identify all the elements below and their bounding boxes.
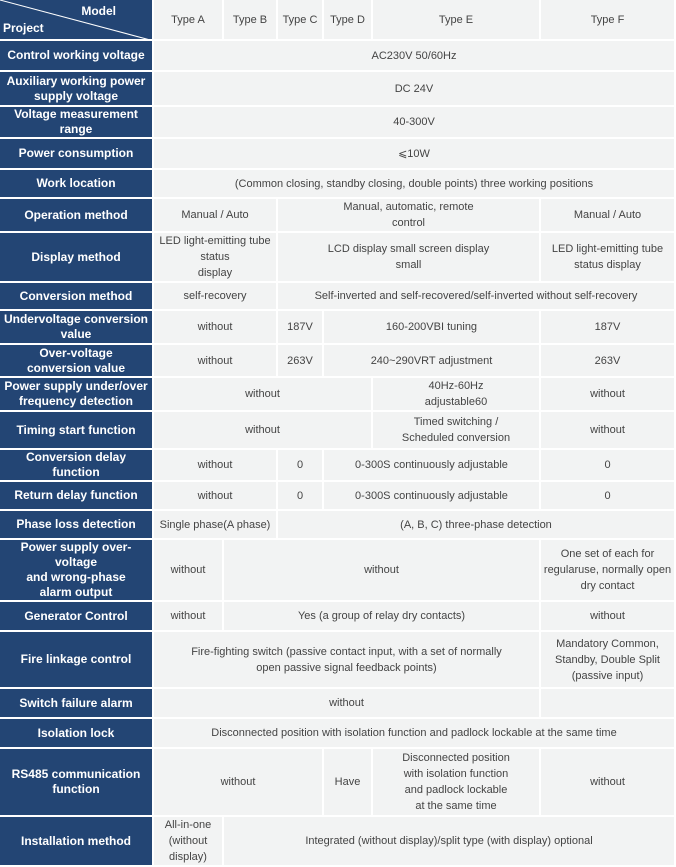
value-cell: without <box>154 412 373 450</box>
value-cell: 0 <box>541 450 676 482</box>
table-row <box>0 345 676 378</box>
type-e-header: Type E <box>373 0 541 41</box>
value-cell: without <box>154 378 373 412</box>
row-label: Control working voltage <box>0 41 154 72</box>
row-label: RS485 communication function <box>0 749 154 817</box>
row-label: Conversion delay function <box>0 450 154 482</box>
table-row <box>0 632 676 689</box>
row-label: Undervoltage conversion value <box>0 311 154 345</box>
value-cell: Disconnected position with isolation function and padlock lockable at the same time <box>373 749 541 817</box>
value-cell: LED light-emitting tube status display <box>154 233 278 283</box>
row-label: Over-voltage conversion value <box>0 345 154 378</box>
value-cell: Fire-fighting switch (passive contact input, with a set of normally open passive signal feedback points) <box>154 632 541 689</box>
row-label: Power consumption <box>0 139 154 170</box>
value-cell: Integrated (without display)/split type (with display) optional <box>224 817 676 867</box>
table-row <box>0 719 676 749</box>
table-row <box>0 749 676 817</box>
header-row <box>0 0 676 41</box>
value-cell: without <box>224 540 541 602</box>
value-cell: DC 24V <box>154 72 676 107</box>
value-cell: Manual / Auto <box>154 199 278 233</box>
value-cell: 263V <box>278 345 324 378</box>
value-cell: Disconnected position with isolation function and padlock lockable at the same time <box>154 719 676 749</box>
value-cell: 40-300V <box>154 107 676 139</box>
value-cell: without <box>154 749 324 817</box>
row-label: Power supply over-voltage and wrong-phase alarm output <box>0 540 154 602</box>
type-d-header: Type D <box>324 0 373 41</box>
value-cell: self-recovery <box>154 283 278 311</box>
corner-header-cell <box>0 0 154 41</box>
value-cell: ⩽10W <box>154 139 676 170</box>
model-header: Model <box>81 4 116 18</box>
table-row <box>0 602 676 632</box>
row-label: Power supply under/over frequency detection <box>0 378 154 412</box>
value-cell: without <box>154 450 278 482</box>
table-row <box>0 378 676 412</box>
value-cell: 0 <box>278 482 324 511</box>
value-cell: LED light-emitting tube status display <box>541 233 676 283</box>
row-label: Operation method <box>0 199 154 233</box>
table-row <box>0 107 676 139</box>
value-cell: 0 <box>541 482 676 511</box>
type-b-header: Type B <box>224 0 278 41</box>
value-cell: Manual, automatic, remote control <box>278 199 541 233</box>
table-row <box>0 540 676 602</box>
value-cell: without <box>154 602 224 632</box>
value-cell: 0-300S continuously adjustable <box>324 482 541 511</box>
table-row <box>0 311 676 345</box>
value-cell: without <box>541 378 676 412</box>
type-a-header: Type A <box>154 0 224 41</box>
row-label: Return delay function <box>0 482 154 511</box>
table-row <box>0 233 676 283</box>
value-cell: 0-300S continuously adjustable <box>324 450 541 482</box>
row-label: Work location <box>0 170 154 199</box>
value-cell: without <box>154 345 278 378</box>
value-cell: AC230V 50/60Hz <box>154 41 676 72</box>
value-cell: 160-200VBI tuning <box>324 311 541 345</box>
value-cell: All-in-one (without display) <box>154 817 224 867</box>
table-row <box>0 170 676 199</box>
value-cell: LCD display small screen display small <box>278 233 541 283</box>
table-row <box>0 511 676 540</box>
value-cell: 263V <box>541 345 676 378</box>
row-label: Installation method <box>0 817 154 867</box>
table-row <box>0 412 676 450</box>
value-cell: without <box>541 412 676 450</box>
table-row <box>0 689 676 719</box>
value-cell: 187V <box>278 311 324 345</box>
row-label: Voltage measurement range <box>0 107 154 139</box>
table-row <box>0 139 676 170</box>
table-row <box>0 283 676 311</box>
value-cell: Self-inverted and self-recovered/self-inverted without self-recovery <box>278 283 676 311</box>
row-label: Fire linkage control <box>0 632 154 689</box>
row-label: Auxiliary working power supply voltage <box>0 72 154 107</box>
row-label: Generator Control <box>0 602 154 632</box>
value-cell: without <box>154 482 278 511</box>
value-cell: Have <box>324 749 373 817</box>
row-label: Display method <box>0 233 154 283</box>
value-cell: One set of each for regularuse, normally open dry contact <box>541 540 676 602</box>
value-cell: without <box>541 749 676 817</box>
value-cell: Mandatory Common, Standby, Double Split (passive input) <box>541 632 676 689</box>
row-label: Timing start function <box>0 412 154 450</box>
table-row <box>0 817 676 867</box>
value-cell: Manual / Auto <box>541 199 676 233</box>
table-row <box>0 482 676 511</box>
value-cell: (A, B, C) three-phase detection <box>278 511 676 540</box>
value-cell: (Common closing, standby closing, double points) three working positions <box>154 170 676 199</box>
row-label: Switch failure alarm <box>0 689 154 719</box>
table-row <box>0 72 676 107</box>
value-cell: Timed switching / Scheduled conversion <box>373 412 541 450</box>
value-cell: 40Hz-60Hz adjustable60 <box>373 378 541 412</box>
type-c-header: Type C <box>278 0 324 41</box>
value-cell: Single phase(A phase) <box>154 511 278 540</box>
type-f-header: Type F <box>541 0 676 41</box>
row-label: Isolation lock <box>0 719 154 749</box>
value-cell: without <box>154 689 541 719</box>
value-cell: Yes (a group of relay dry contacts) <box>224 602 541 632</box>
value-cell: 0 <box>278 450 324 482</box>
value-cell: 240~290VRT adjustment <box>324 345 541 378</box>
value-cell <box>541 689 676 719</box>
table-row <box>0 450 676 482</box>
value-cell: 187V <box>541 311 676 345</box>
table-row <box>0 199 676 233</box>
row-label: Conversion method <box>0 283 154 311</box>
value-cell: without <box>541 602 676 632</box>
value-cell: without <box>154 540 224 602</box>
table-row <box>0 41 676 72</box>
project-header: Project <box>3 21 44 35</box>
row-label: Phase loss detection <box>0 511 154 540</box>
value-cell: without <box>154 311 278 345</box>
